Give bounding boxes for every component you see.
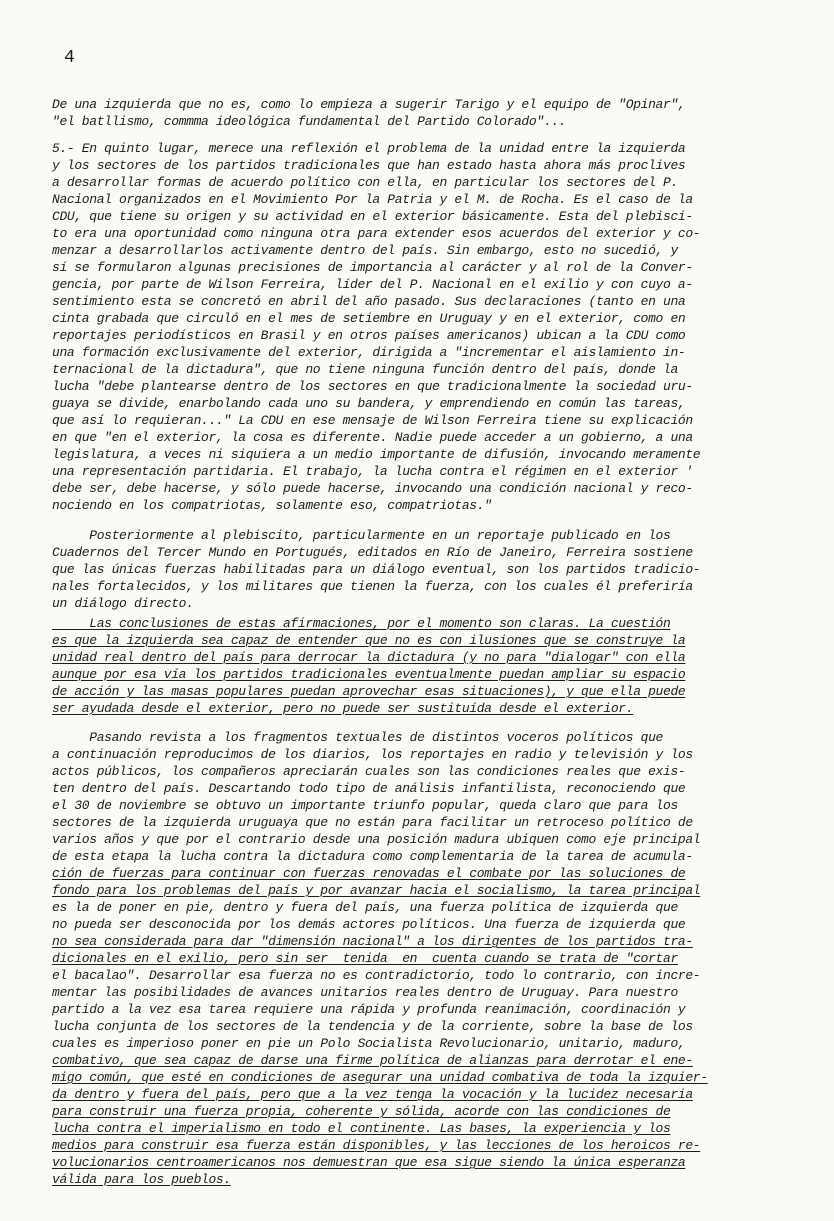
text-line: ternacional de la dictadura", que no tiene ninguna función dentro del país, donde la [52, 362, 678, 377]
text-line: lucha conjunta de los sectores de la tendencia y de la corriente, sobre la base de los [52, 1019, 693, 1034]
text-line: Posteriormente al plebiscito, particularmente en un reportaje publicado en los [52, 528, 671, 543]
text-line: es la de poner en pie, dentro y fuera del país, una fuerza política de izquierda que [52, 900, 678, 915]
text-line: Nacional organizados en el Movimiento Por la Patria y el M. de Rocha. Es el caso de la [52, 192, 693, 207]
text-line: dicionales en el exilio, pero sin ser tenida en cuenta cuando se trata de "cortar [52, 951, 678, 966]
text-line: varios años y que por el contrario desde una posición madura ubiquen como eje principal [52, 832, 701, 847]
text-line: Cuadernos del Tercer Mundo en Portugués, editados en Río de Janeiro, Ferreira sostiene [52, 545, 693, 560]
text-line: para construir una fuerza propia, coherente y sólida, acorde con las condiciones de [52, 1104, 671, 1119]
text-line: el bacalao". Desarrollar esa fuerza no es contradictorio, todo lo contrario, con incre- [52, 968, 701, 983]
text-line: de acción y las masas populares puedan aprovechar esas situaciones), y que ella puede [52, 684, 686, 699]
text-line: Las conclusiones de estas afirmaciones, por el momento son claras. La cuestión [52, 616, 671, 631]
text-line: aunque por esa vía los partidos tradicionales eventualmente puedan ampliar su espacio [52, 667, 686, 682]
text-line: una formación exclusivamente del exterior, dirigida a "incrementar el aislamiento in- [52, 345, 686, 360]
text-line: debe ser, debe hacerse, y sólo puede hacerse, invocando una condición nacional y reco- [52, 481, 693, 496]
text-line: un diálogo directo. [52, 596, 194, 611]
text-line: no pueda ser desconocida por los demás actores políticos. Una fuerza de izquierda que [52, 917, 686, 932]
text-line: sí se formularon algunas precisiones de importancia al carácter y al rol de la Conver- [52, 260, 693, 275]
text-line: que así lo requieran..." La CDU en ese mensaje de Wilson Ferreira tiene su explicación [52, 413, 693, 428]
text-line: de esta etapa la lucha contra la dictadura como complementaria de la tarea de acumula- [52, 849, 693, 864]
text-line: cuales es imperioso poner en pie un Polo Socialista Revolucionario, unitario, maduro, [52, 1036, 686, 1051]
text-line: gencia, por parte de Wilson Ferreira, líder del P. Nacional en el exilio y con cuyo a- [52, 277, 693, 292]
text-line: volucionarios centroamericanos nos demuestran que esa sigue siendo la única esperanza [52, 1155, 686, 1170]
text-line: reportajes periodísticos en Brasil y en otros países americanos) ubican a la CDU como [52, 328, 686, 343]
text-line: menzar a desarrollarlos activamente dentro del país. Sin embargo, esto no sucedió, y [52, 243, 678, 258]
text-line: sectores de la izquierda uruguaya que no están para facilitar un retroceso político de [52, 815, 693, 830]
text-line: to era una oportunidad como ninguna otra para extender esos acuerdos del exterior y co- [52, 226, 701, 241]
text-line: válida para los pueblos. [52, 1172, 231, 1187]
text-line: De una izquierda que no es, como lo empieza a sugerir Tarigo y el equipo de "Opinar", [52, 97, 686, 112]
text-line: ser ayudada desde el exterior, pero no puede ser sustituída desde el exterior. [52, 701, 634, 716]
text-line: 5.- En quinto lugar, merece una reflexión el problema de la unidad entre la izquierda [52, 141, 686, 156]
text-line: guaya se divide, enarbolando cada uno su bandera, y emprendiendo en común las tareas, [52, 396, 686, 411]
text-line: es que la izquierda sea capaz de entender que no es con ilusiones que se construye la [52, 633, 686, 648]
text-line: a desarrollar formas de acuerdo político con ella, en particular los sectores del P. [52, 175, 678, 190]
text-line: legislatura, a veces ni siquiera a un medio importante de difusión, invocando meramente [52, 447, 701, 462]
text-line: una representación partidaria. El trabajo, la lucha contra el régimen en el exterior ' [52, 464, 693, 479]
text-line: actos públicos, los compañeros apreciarán cuales son las condiciones reales que exis- [52, 764, 686, 779]
text-line: fondo para los problemas del país y por avanzar hacia el socialismo, la tarea principal [52, 883, 701, 898]
text-line: sentimiento esta se concretó en abril del año pasado. Sus declaraciones (tanto en una [52, 294, 686, 309]
text-line: combativo, que sea capaz de darse una firme política de alianzas para derrotar el ene- [52, 1053, 693, 1068]
text-line: nociendo en los compatriotas, solamente eso, compatriotas." [52, 498, 492, 513]
text-line: mentar las posibilidades de avances unitarios reales dentro de Uruguay. Para nuestro [52, 985, 678, 1000]
text-line: lucha "debe plantearse dentro de los sectores en que tradicionalmente la sociedad uru- [52, 379, 693, 394]
page-number: 4 [64, 48, 75, 68]
text-line: el 30 de noviembre se obtuvo un importante triunfo popular, queda claro que para los [52, 798, 678, 813]
text-line: que las únicas fuerzas habilitadas para un diálogo eventual, son los partidos tradicio- [52, 562, 701, 577]
text-line: a continuación reproducimos de los diarios, los reportajes en radio y televisión y los [52, 747, 693, 762]
text-line: y los sectores de los partidos tradicionales que han estado hasta ahora más proclives [52, 158, 686, 173]
text-line: cinta grabada que circuló en el mes de setiembre en Uruguay y en el exterior, como en [52, 311, 686, 326]
text-line: lucha contra el imperialismo en todo el continente. Las bases, la experiencia y los [52, 1121, 671, 1136]
text-line: da dentro y fuera del país, pero que a la vez tenga la vocación y la lucidez necesaria [52, 1087, 693, 1102]
text-line: "el batllismo, commma ideológica fundamental del Partido Colorado"... [52, 114, 567, 129]
text-line: partido a la vez esa tarea requiere una rápida y profunda reanimación, coordinación y [52, 1002, 686, 1017]
text-line: unidad real dentro del país para derrocar la dictadura (y no para "dialogar" con ella [52, 650, 686, 665]
text-line: ción de fuerzas para continuar con fuerzas renovadas el combate por las soluciones de [52, 866, 686, 881]
text-line: migo común, que esté en condiciones de asegurar una unidad combativa de toda la izquier- [52, 1070, 708, 1085]
text-line: no sea considerada para dar "dimensión nacional" a los dirigentes de los partidos tra- [52, 934, 693, 949]
text-line: Pasando revista a los fragmentos textuales de distintos voceros políticos que [52, 730, 664, 745]
text-line: ten dentro del país. Descartando todo tipo de análisis infantilista, reconociendo que [52, 781, 686, 796]
text-line: CDU, que tiene su origen y su actividad en el exterior básicamente. Esta del plebisci- [52, 209, 693, 224]
text-line: medios para construir esa fuerza están disponibles, y las lecciones de los heroicos re- [52, 1138, 701, 1153]
text-line: nales fortalecidos, y los militares que tienen la fuerza, con los cuales él preferiría [52, 579, 693, 594]
text-line: en que "en el exterior, la cosa es diferente. Nadie puede acceder a un gobierno, a una [52, 430, 693, 445]
